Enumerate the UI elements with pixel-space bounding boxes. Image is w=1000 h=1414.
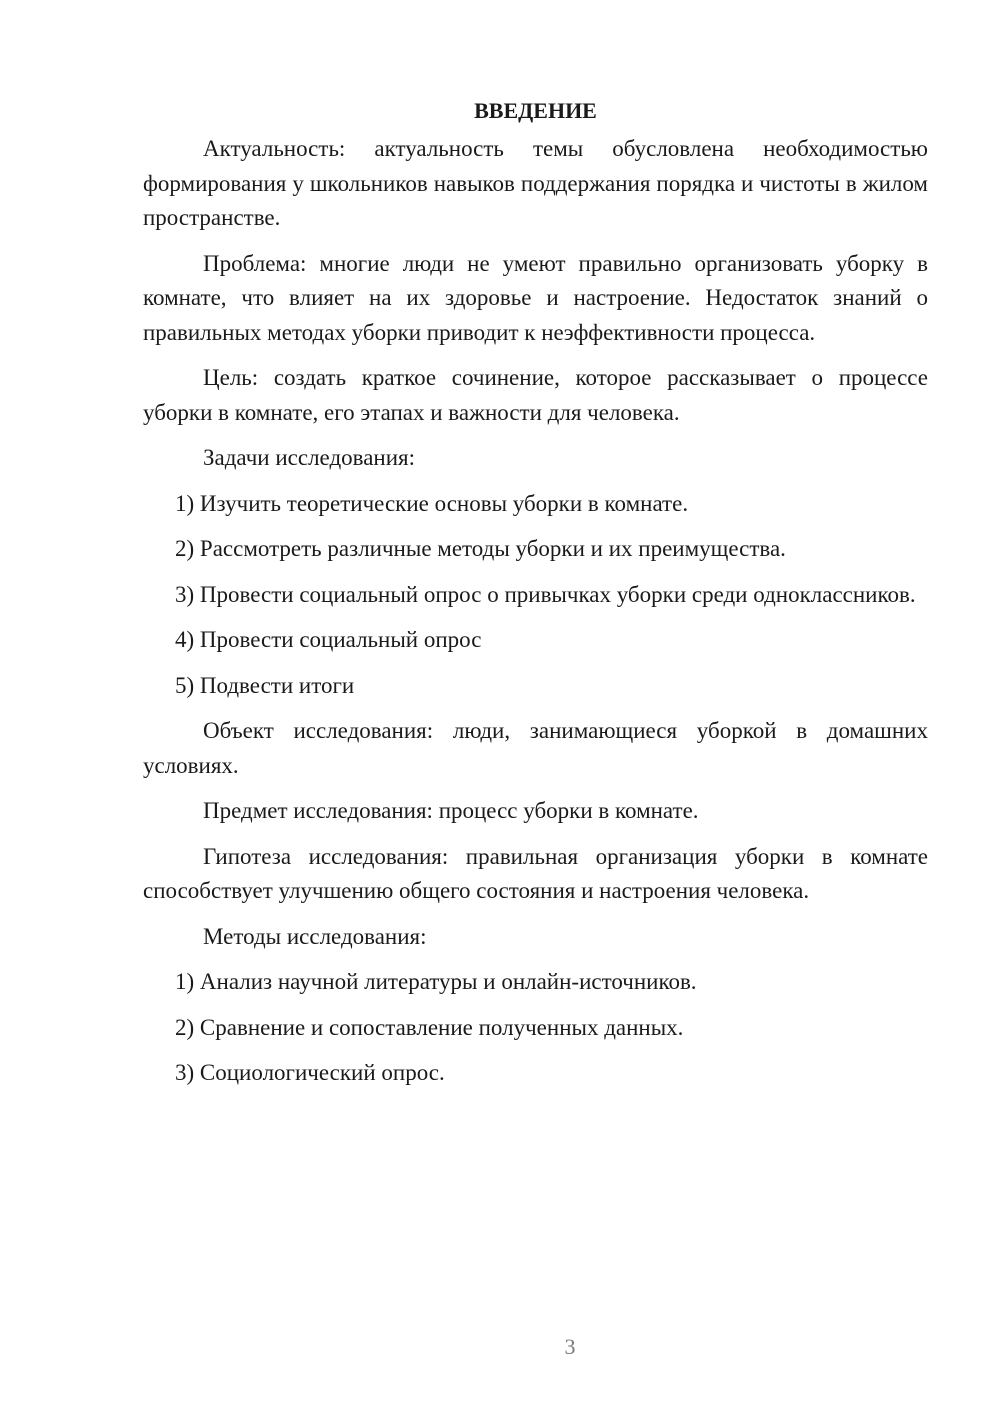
list-item-task-4: 4) Провести социальный опрос: [175, 627, 482, 652]
page-title: ВВЕДЕНИЕ: [474, 98, 597, 123]
list-item-task-3: 3) Провести социальный опрос о привычках уборки среди одноклассников.: [175, 581, 916, 607]
paragraph-problem: Проблема: многие люди не умеют правильно организовать уборку в комнате, что влияет на их здоровье и настроение. Недостаток знаний о правильных методах уборки приводит к неэффективности процесса.: [143, 250, 928, 345]
list-item-method-3: 3) Социологический опрос.: [175, 1060, 445, 1085]
paragraph-object: Объект исследования: люди, занимающиеся уборкой в домашних условиях.: [143, 718, 928, 778]
page-content: [143, 96, 928, 1102]
list-item-method-1: 1) Анализ научной литературы и онлайн-источников.: [175, 969, 697, 994]
paragraph-goal: Цель: создать краткое сочинение, которое рассказывает о процессе уборки в комнате, его этапах и важности для человека.: [143, 365, 928, 425]
list-item-task-1: 1) Изучить теоретические основы уборки в комнате.: [175, 490, 689, 516]
list-item-task-5: 5) Подвести итоги: [175, 672, 355, 698]
paragraph-methods-heading: Методы исследования:: [203, 923, 427, 949]
list-item-method-2: 2) Сравнение и сопоставление полученных данных.: [175, 1014, 684, 1040]
paragraph-relevance: Актуальность: актуальность темы обусловлена необходимостью формирования у школьников навыков поддержания порядка и чистоты в жилом пространстве.: [143, 136, 928, 230]
paragraph-subject: Предмет исследования: процесс уборки в комнате.: [203, 798, 699, 823]
paragraph-tasks-heading: Задачи исследования:: [203, 445, 416, 470]
list-item-task-2: 2) Рассмотреть различные методы уборки и их преимущества.: [175, 536, 786, 561]
page-number: 3: [564, 1334, 576, 1359]
paragraph-hypothesis: Гипотеза исследования: правильная организация уборки в комнате способствует улучшению общего состояния и настроения человека.: [143, 843, 928, 903]
